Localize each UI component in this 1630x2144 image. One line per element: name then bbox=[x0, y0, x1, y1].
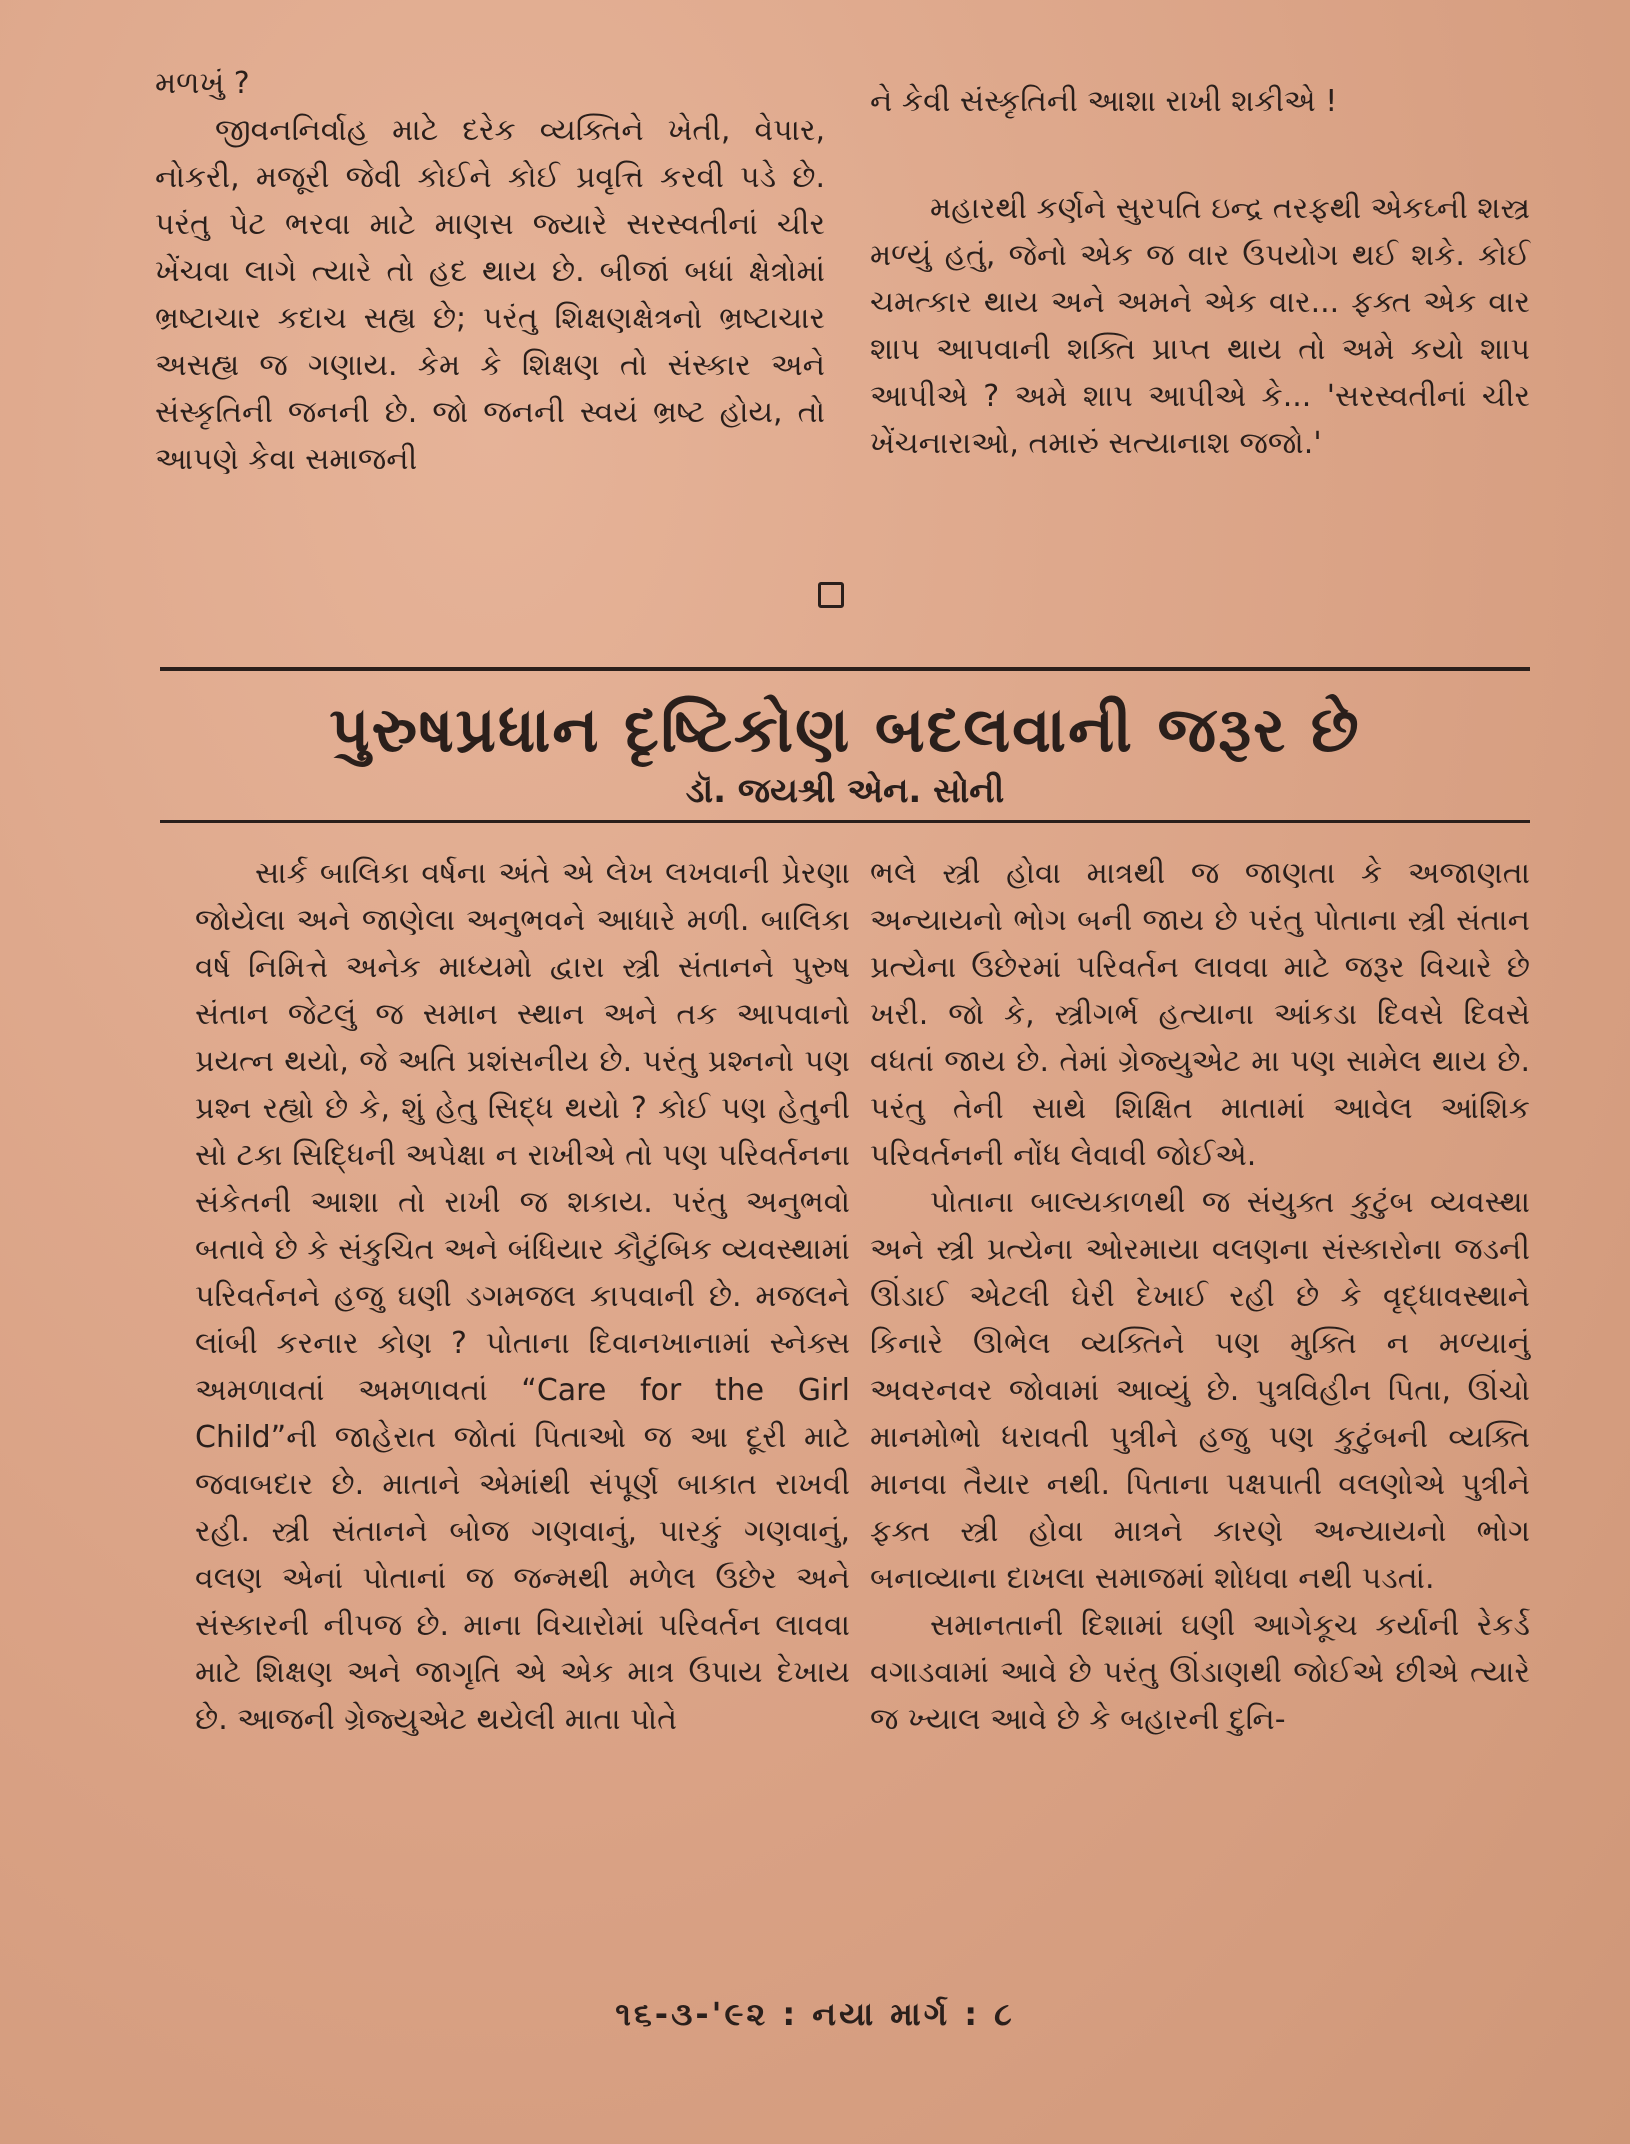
paragraph: જીવનનિર્વાહ માટે દરેક વ્યક્તિને ખેતી, વેપાર, નોકરી, મજૂરી જેવી કોઈને કોઈ પ્રવૃત્તિ કરવી પડે છે. પરંતુ પેટ ભરવા માટે માણસ જ્યારે સરસ્વતીનાં ચીર ખેંચવા લાગે ત્યારે તો હદ થાય છે. બીજાં બધાં ક્ષેત્રોમાં ભ્રષ્ટાચાર કદાચ સહ્ય છે; પરંતુ શિક્ષણક્ષેત્રનો ભ્રષ્ટાચાર અસહ્ય જ ગણાય. કેમ કે શિક્ષણ તો સંસ્કાર અને સંસ્કૃતિની જનની છે. જો જનની સ્વયં ભ્રષ્ટ હોય, તો આપણે કેવા સમાજની bbox=[155, 113, 825, 477]
paragraph: ભલે સ્ત્રી હોવા માત્રથી જ જાણતા કે અજાણતા અન્યાયનો ભોગ બની જાય છે પરંતુ પોતાના સ્ત્રી સંતાન પ્રત્યેના ઉછેરમાં પરિવર્તન લાવવા માટે જરૂર વિચારે છે ખરી. જો કે, સ્ત્રીગર્ભ હત્યાના આંકડા દિવસે દિવસે વધતાં જાય છે. તેમાં ગ્રેજ્યુએટ મા પણ સામેલ થાય છે. પરંતુ તેની સાથે શિક્ષિત માતામાં આવેલ આંશિક પરિવર્તનની નોંધ લેવાવી જોઈએ. bbox=[870, 856, 1530, 1173]
article-column-right bbox=[870, 850, 1530, 1743]
divider bbox=[160, 820, 1530, 823]
paragraph-gap bbox=[870, 125, 1530, 185]
continued-column-right bbox=[870, 78, 1530, 467]
continued-column-left bbox=[155, 60, 825, 483]
page-footer: ૧૬-૩-'૯૨ : નયા માર્ગ : ૮ bbox=[615, 1995, 1015, 2033]
paragraph: પોતાના બાલ્યકાળથી જ સંયુક્ત કુટુંબ વ્યવસ્થા અને સ્ત્રી પ્રત્યેના ઓરમાયા વલણના સંસ્કારોના જડની ઊંડાઈ એટલી ઘેરી દેખાઈ રહી છે કે વૃદ્ધાવસ્થાને કિનારે ઊભેલ વ્યક્તિને પણ મુક્તિ ન મળ્યાનું અવરનવર જોવામાં આવ્યું છે. પુત્રવિહીન પિતા, ઊંચો માનમોભો ધરાવતી પુત્રીને હજુ પણ કુટુંબની વ્યક્તિ માનવા તૈયાર નથી. પિતાના પક્ષપાતી વલણોએ પુત્રીને ફક્ત સ્ત્રી હોવા માત્રને કારણે અન્યાયનો ભોગ બનાવ્યાના દાખલા સમાજમાં શોધવા નથી પડતાં. bbox=[870, 1185, 1530, 1596]
paragraph: મહારથી કર્ણને સુરપતિ ઇન્દ્ર તરફથી એકઘ્ની શસ્ત્ર મળ્યું હતું, જેનો એક જ વાર ઉપયોગ થઈ શકે. કોઈ ચમત્કાર થાય અને અમને એક વાર... ફક્ત એક વાર શાપ આપવાની શક્તિ પ્રાપ્ત થાય તો અમે કયો શાપ આપીએ ? અમે શાપ આપીએ કે... 'સરસ્વતીનાં ચીર ખેંચનારાઓ, તમારું સત્યાનાશ જજો.' bbox=[870, 191, 1530, 461]
article-column-left bbox=[195, 850, 850, 1743]
paragraph: સાર્ક બાલિકા વર્ષના અંતે એ લેખ લખવાની પ્રેરણા જોયેલા અને જાણેલા અનુભવને આધારે મળી. બાલિકા વર્ષ નિમિત્તે અનેક માધ્યમો દ્વારા સ્ત્રી સંતાનને પુરુષ સંતાન જેટલું જ સમાન સ્થાન અને તક આપવાનો પ્રયત્ન થયો, જે અતિ પ્રશંસનીય છે. પરંતુ પ્રશ્નનો પણ પ્રશ્ન રહ્યો છે કે, શું હેતુ સિદ્ધ થયો ? કોઈ પણ હેતુની સો ટકા સિદ્ધિની અપેક્ષા ન રાખીએ તો પણ પરિવર્તનના સંકેતની આશા તો રાખી જ શકાય. પરંતુ અનુભવો બતાવે છે કે સંકુચિત અને બંધિયાર કૌટુંબિક વ્યવસ્થામાં પરિવર્તનને હજુ ઘણી ડગમજલ કાપવાની છે. મજલને લાંબી કરનાર કોણ ? પોતાના દિવાનખાનામાં સ્નેક્સ અમળાવતાં અમળાવતાં “Care for the Girl Child”ની જાહેરાત જોતાં પિતાઓ જ આ દૂરી માટે જવાબદાર છે. માતાને એમાંથી સંપૂર્ણ બાકાત રાખવી રહી. સ્ત્રી સંતાનને બોજ ગણવાનું, પારકું ગણવાનું, વલણ એનાં પોતાનાં જ જન્મથી મળેલ ઉછેર અને સંસ્કારની નીપજ છે. માના વિચારોમાં પરિવર્તન લાવવા માટે શિક્ષણ અને જાગૃતિ એ એક માત્ર ઉપાય દેખાય છે. આજની ગ્રેજ્યુએટ થયેલી માતા પોતે bbox=[195, 856, 850, 1737]
end-of-article-square-icon bbox=[818, 582, 844, 608]
continued-line: ને કેવી સંસ્કૃતિની આશા રાખી શકીએ ! bbox=[870, 84, 1338, 119]
article-title: પુરુષપ્રધાન દૃષ્ટિકોણ બદલવાની જરૂર છે bbox=[329, 693, 1361, 766]
article-author: ડૉ. જયશ્રી એન. સોની bbox=[685, 771, 1005, 811]
paragraph: સમાનતાની દિશામાં ઘણી આગેકૂચ કર્યાની રેકર્ડ વગાડવામાં આવે છે પરંતુ ઊંડાણથી જોઈએ છીએ ત્યારે જ ખ્યાલ આવે છે કે બહારની દુનિ- bbox=[870, 1608, 1530, 1737]
divider bbox=[160, 667, 1530, 671]
continued-line: મળખું ? bbox=[155, 66, 250, 101]
